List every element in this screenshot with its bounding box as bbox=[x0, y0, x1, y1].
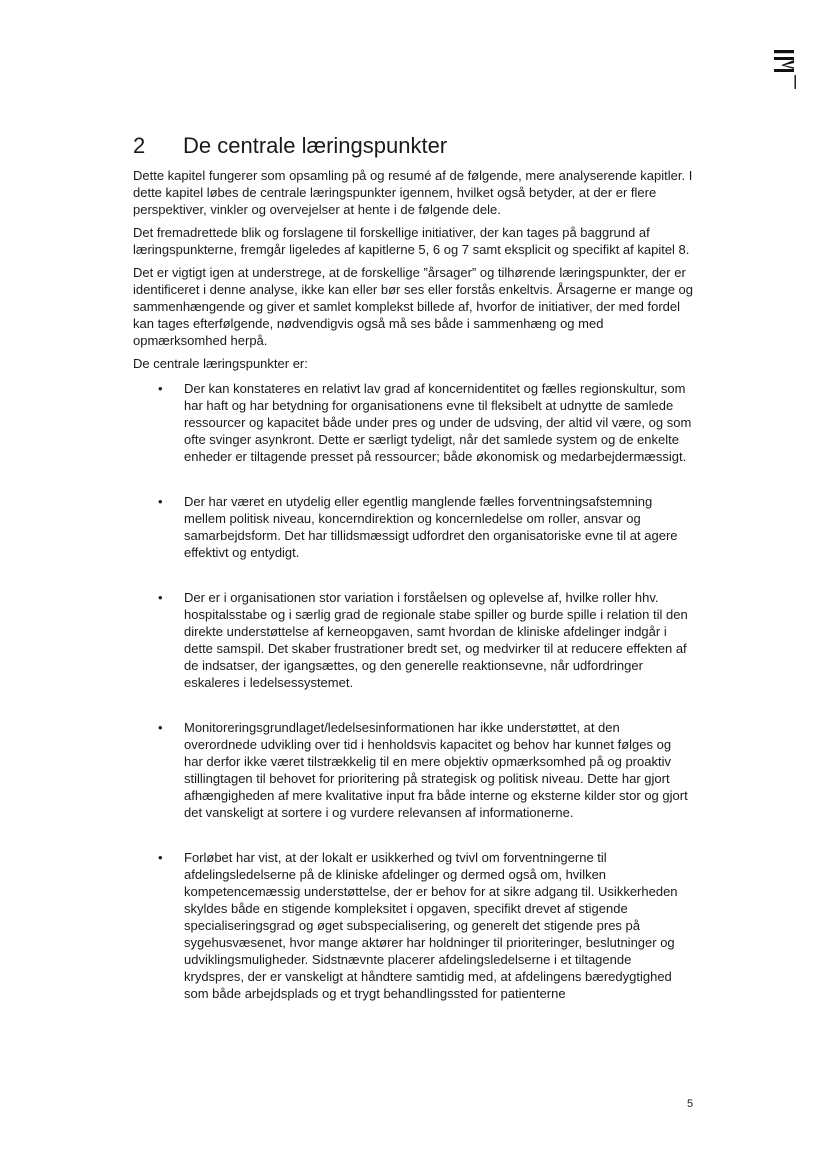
learning-points-list bbox=[133, 380, 693, 1002]
paragraph-intro: Dette kapitel fungerer som opsamling på og resumé af de følgende, mere analyserende kapitler. I dette kapitel løbes de centrale læringspunkter igennem, hvilket også betyder, at der er flere perspektiver, vinkler og overvejelser at hente i de følgende dele. bbox=[133, 168, 693, 217]
list-item bbox=[133, 493, 693, 561]
bullet-marker: • bbox=[158, 381, 163, 396]
list-item bbox=[133, 380, 693, 465]
list-item-text: Der er i organisationen stor variation i forståelsen og oplevelse af, hvilke roller hhv. hospitalsstabe og i særlig grad de regionale stabe spiller og burde spille i relation til den direkte understøttelse af kerneopgaven, samt hvordan de kliniske afdelinger indgår i dette samspil. Det skaber frustrationer bredt set, og medvirker til at reducere effekten af de indsatser, der igangsættes, og den generelle reaktionsevne, når udfordringer eskaleres i ledelsessystemet. bbox=[184, 590, 688, 690]
bullet-marker: • bbox=[158, 720, 163, 735]
im-logo bbox=[773, 48, 797, 90]
paragraph-initiatives: Det fremadrettede blik og forslagene til forskellige initiativer, der kan tages på baggrund af læringspunkterne, fremgår ligeledes af kapitlerne 5, 6 og 7 samt eksplicit og specifikt af kapitel 8. bbox=[133, 225, 690, 257]
document-body bbox=[133, 167, 693, 1030]
paragraph-list-intro: De centrale læringspunkter er: bbox=[133, 356, 308, 371]
paragraph-causes: Det er vigtigt igen at understrege, at de forskellige ”årsager” og tilhørende læringspunkter, der er identificeret i denne analyse, ikke kan eller bør ses eller forstås enkeltvis. Årsagerne er mange og sammenhængende og giver et samlet komplekst billede af, hvorfor de initiativer, der med fordel kan tages efterfølgende, nødvendigvis også må ses både i sammenhæng og med opmærksomhed herpå. bbox=[133, 265, 694, 348]
section-number: 2 bbox=[133, 133, 146, 158]
list-item-text: Forløbet har vist, at der lokalt er usikkerhed og tvivl om forventningerne til afdelingsledelserne på de kliniske afdelinger og dermed også om, hvilken kompetencemæssig understøttelse, der er behov for at sikre adgang til. Usikkerheden skyldes både en stigende kompleksitet i opgaven, specifikt drevet af stigende specialiseringsgrad og øget subspecialisering, og generelt det stigende pres på sygehusvæsenet, hvor mange aktører har holdninger til prioriteringer, beslutninger og udviklingsmuligheder. Sidstnævnte placerer afdelingsledelserne i et tiltagende krydspres, der er vanskeligt at håndtere samtidig med, at afdelingens bæredygtighed som både arbejdsplads og et trygt behandlingssted for patienterne bbox=[184, 850, 678, 1001]
list-item-text: Monitoreringsgrundlaget/ledelsesinformationen har ikke understøttet, at den overordnede udvikling over tid i henholdsvis kapacitet og behov har kunnet følges og har derfor ikke været tilstrækkelig til en mere objektiv opmærksomhed på og proaktiv stillingtagen til behovet for prioritering på strategisk og politisk niveau. Dette har gjort afhængigheden af mere kvalitative input fra både interne og eksterne kilder stor og gjort det vanskeligt at sortere i og vurdere relevansen af informationerne. bbox=[184, 720, 688, 820]
bullet-marker: • bbox=[158, 590, 163, 605]
section-heading bbox=[133, 133, 447, 159]
list-item bbox=[133, 719, 693, 821]
list-item-text: Der kan konstateres en relativt lav grad af koncernidentitet og fælles regionskultur, som har haft og har betydning for organisationens evne til fleksibelt at udnytte de samlede ressourcer og kapacitet både under pres og under de udsving, der altid vil være, og som ofte svinger asynkront. Dette er særligt tydeligt, når det samlede system og de enkelte enheder er tiltagende presset på ressourcer; både økonomisk og medarbejdermæssigt. bbox=[184, 381, 692, 464]
bullet-marker: • bbox=[158, 850, 163, 865]
section-title: De centrale læringspunkter bbox=[183, 133, 448, 158]
list-item-text: Der har været en utydelig eller egentlig manglende fælles forventningsafstemning mellem politisk niveau, koncerndirektion og koncernledelse om roller, ansvar og samarbejdsform. Det har tillidsmæssigt udfordret den organisatoriske evne til at agere effektivt og entydigt. bbox=[184, 494, 678, 560]
im-logo-mark bbox=[773, 48, 797, 90]
list-item bbox=[133, 849, 693, 1002]
list-item bbox=[133, 589, 693, 691]
bullet-marker: • bbox=[158, 494, 163, 509]
page-number: 5 bbox=[687, 1098, 694, 1110]
